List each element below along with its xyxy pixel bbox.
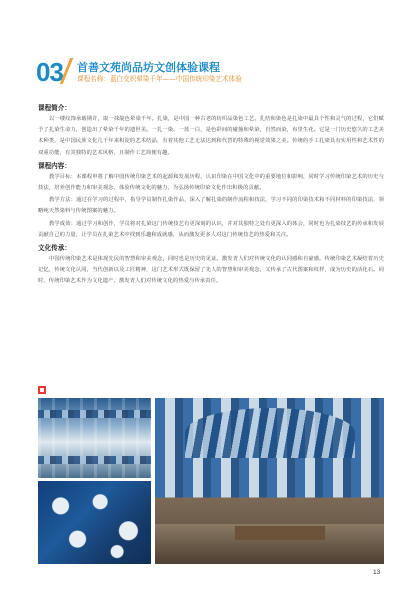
- paragraph: 教学方法：通过在学习的过程中，指导学员制作扎染作品，深入了解扎染的制作流程和技法，学习不同的印染技术和不同材料的印染技法，领略纯天然染料与传统图案的魅力。: [38, 197, 384, 215]
- section-heading: 文化传承：: [38, 244, 71, 253]
- exhibition-hall-photo: [155, 398, 384, 564]
- section-heading: 课程简介：: [38, 104, 71, 112]
- paragraph: 教学成效：通过学习和创作，学员将对扎染这门传统技艺有更深刻的认识，并对其独特之处有更深入的体会，同时也为扎染技艺的传承和发展贡献自己的力量，让学员在扎染艺术中找到乐趣和成就感，从而激发更多人对这门传统技艺的热爱和关注。: [38, 220, 384, 238]
- page-title: 首善文苑尚品坊文创体验课程: [77, 61, 220, 74]
- tie-dye-fabric-photo: [38, 398, 151, 478]
- section-number: 03: [36, 57, 63, 87]
- page-subtitle: 课程名称：蓝白交织晕染千年——中国传统印染艺术体验: [77, 75, 242, 83]
- indigo-dye-pattern-photo: [38, 481, 151, 564]
- paragraph: 教学目标：本课程申将了解中国传统印染艺术的起源和发展历程，认识印染在中国文化中的重要地位和影响，同时学习传统印染艺术的历史与技法，培养创作能力和审美观念，体验传统文化的魅力，为弘扬传统印染文化作出积极的贡献。: [38, 173, 384, 192]
- section-heading: 课程内容：: [38, 161, 71, 170]
- paragraph: 以一缕纹饰承载期许，取一抹靛色晕染千年。扎染，是中国一种古老的纺织品染色工艺。扎结和染色是扎染中最具个性和灵气的过程，它们赋予了扎染生命力，创造出了晕染千年的遗世美。一扎一染，一蓝一白，是色彩间的碰撞和晕染，自然而染，布里生花。它是一门历史悠久的工艺美术种类，是中国民族文化几千年来积淀的艺术结晶，有着其他工艺无法达到和代替的特殊的视觉效果之美。传统的手工扎染具有实用性和艺术性的双重功能，有其独特的艺术风格，且制作工艺简便有趣。: [38, 116, 384, 156]
- section-intro: [38, 102, 384, 159]
- section-content: [38, 160, 384, 241]
- paragraph: 中国传统印染艺术是体现先民的智慧和审美观念，同时也是历史的见证。激发青人们对传统文化的认同感和自豪感。传统印染艺术凝结着历史记忆，传统文化认同，当代创新以及工匠精神，这门艺术形式既保留了先人的智慧和审美观念，又传承了古代图案和纹样，成为历史的活化石。同时，传统印染艺术作为文化遗产，激发青人们对传统文化的热爱与传承责任。: [38, 256, 384, 285]
- body-content: [38, 102, 384, 289]
- red-marker-icon: [38, 386, 46, 394]
- page-number: 13: [373, 569, 381, 576]
- section-heritage: [38, 242, 384, 288]
